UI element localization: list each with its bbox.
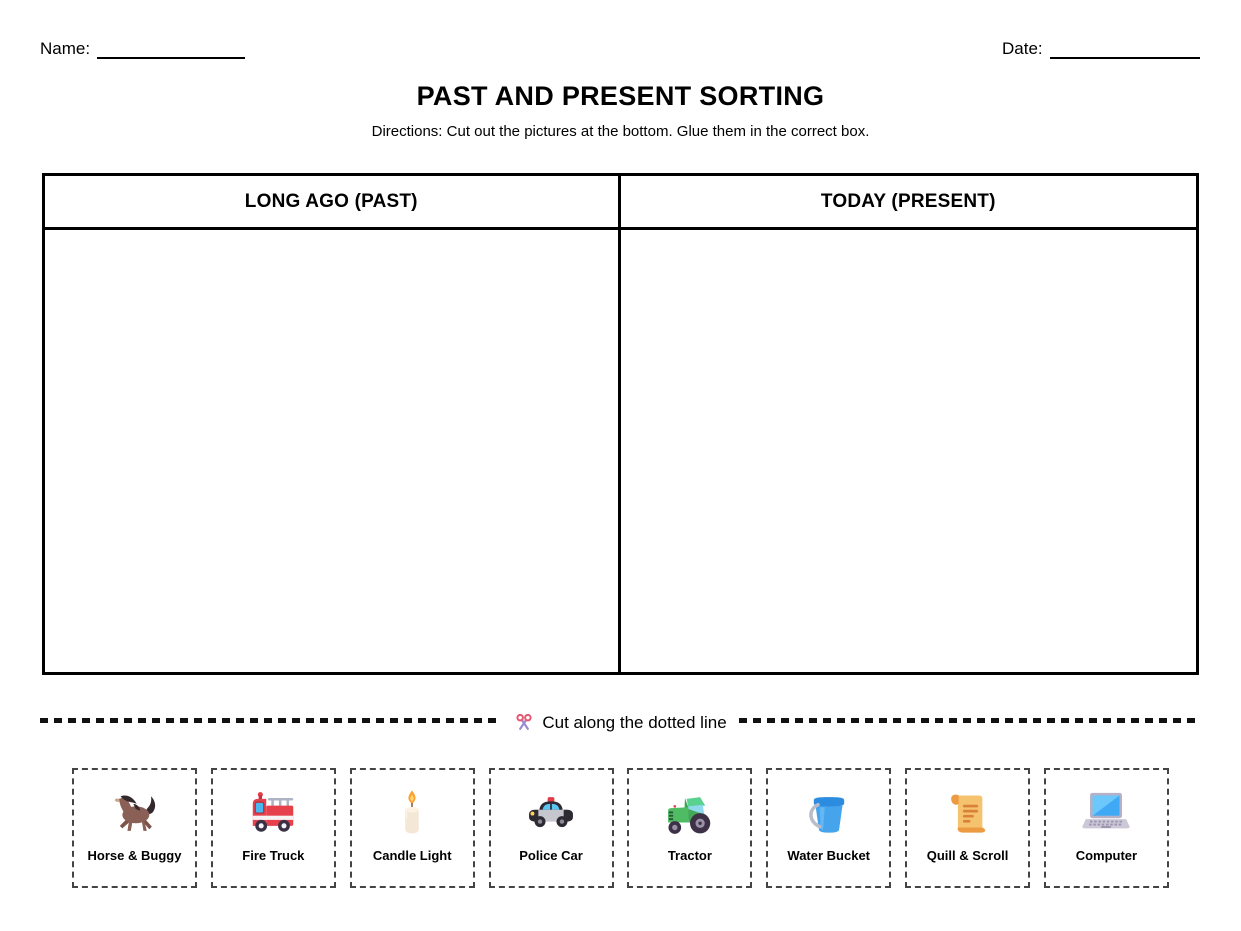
directions-text: Directions: Cut out the pictures at the bottom. Glue them in the correct box.	[371, 123, 870, 140]
picture-card-computer[interactable]	[1044, 768, 1169, 888]
picture-card-candle-light[interactable]	[350, 768, 475, 888]
scissors-icon	[514, 713, 534, 733]
card-label: Horse & Buggy	[87, 848, 182, 863]
card-label: Tractor	[667, 848, 712, 863]
past-glue-area[interactable]	[45, 230, 621, 672]
card-label: Police Car	[519, 848, 583, 863]
horse-icon	[108, 787, 162, 841]
card-label: Fire Truck	[242, 848, 305, 863]
date-blank-line[interactable]	[1050, 42, 1200, 59]
page-title: PAST AND PRESENT SORTING	[416, 81, 825, 111]
cut-line-caption	[514, 713, 726, 733]
picture-card-horse-buggy[interactable]	[72, 768, 197, 888]
name-blank-line[interactable]	[97, 42, 245, 59]
cut-line-label: Cut along the dotted line	[542, 713, 727, 732]
present-column-header: TODAY (PRESENT)	[621, 176, 1197, 230]
date-label: Date:	[1002, 39, 1043, 58]
picture-card-quill-scroll[interactable]	[905, 768, 1030, 888]
dashed-line-right	[739, 718, 1201, 723]
present-glue-area[interactable]	[621, 230, 1197, 672]
candle-icon	[385, 787, 439, 841]
water-bucket-icon	[802, 787, 856, 841]
police-car-icon	[524, 787, 578, 841]
quill-scroll-icon	[941, 787, 995, 841]
sorting-table	[42, 173, 1199, 675]
name-field	[40, 39, 245, 59]
picture-card-fire-truck[interactable]	[211, 768, 336, 888]
picture-cards-row	[72, 768, 1169, 888]
card-label: Quill & Scroll	[926, 848, 1009, 863]
picture-card-tractor[interactable]	[627, 768, 752, 888]
picture-card-police-car[interactable]	[489, 768, 614, 888]
card-label: Computer	[1075, 848, 1138, 863]
cut-line	[40, 706, 1201, 740]
picture-card-water-bucket[interactable]	[766, 768, 891, 888]
card-label: Water Bucket	[787, 848, 871, 863]
computer-icon	[1079, 787, 1133, 841]
card-label: Candle Light	[372, 848, 452, 863]
name-label: Name:	[40, 39, 91, 58]
dashed-line-left	[40, 718, 502, 723]
past-column-header: LONG AGO (PAST)	[45, 176, 621, 230]
date-field	[1002, 39, 1200, 59]
tractor-icon	[663, 787, 717, 841]
fire-truck-icon	[246, 787, 300, 841]
